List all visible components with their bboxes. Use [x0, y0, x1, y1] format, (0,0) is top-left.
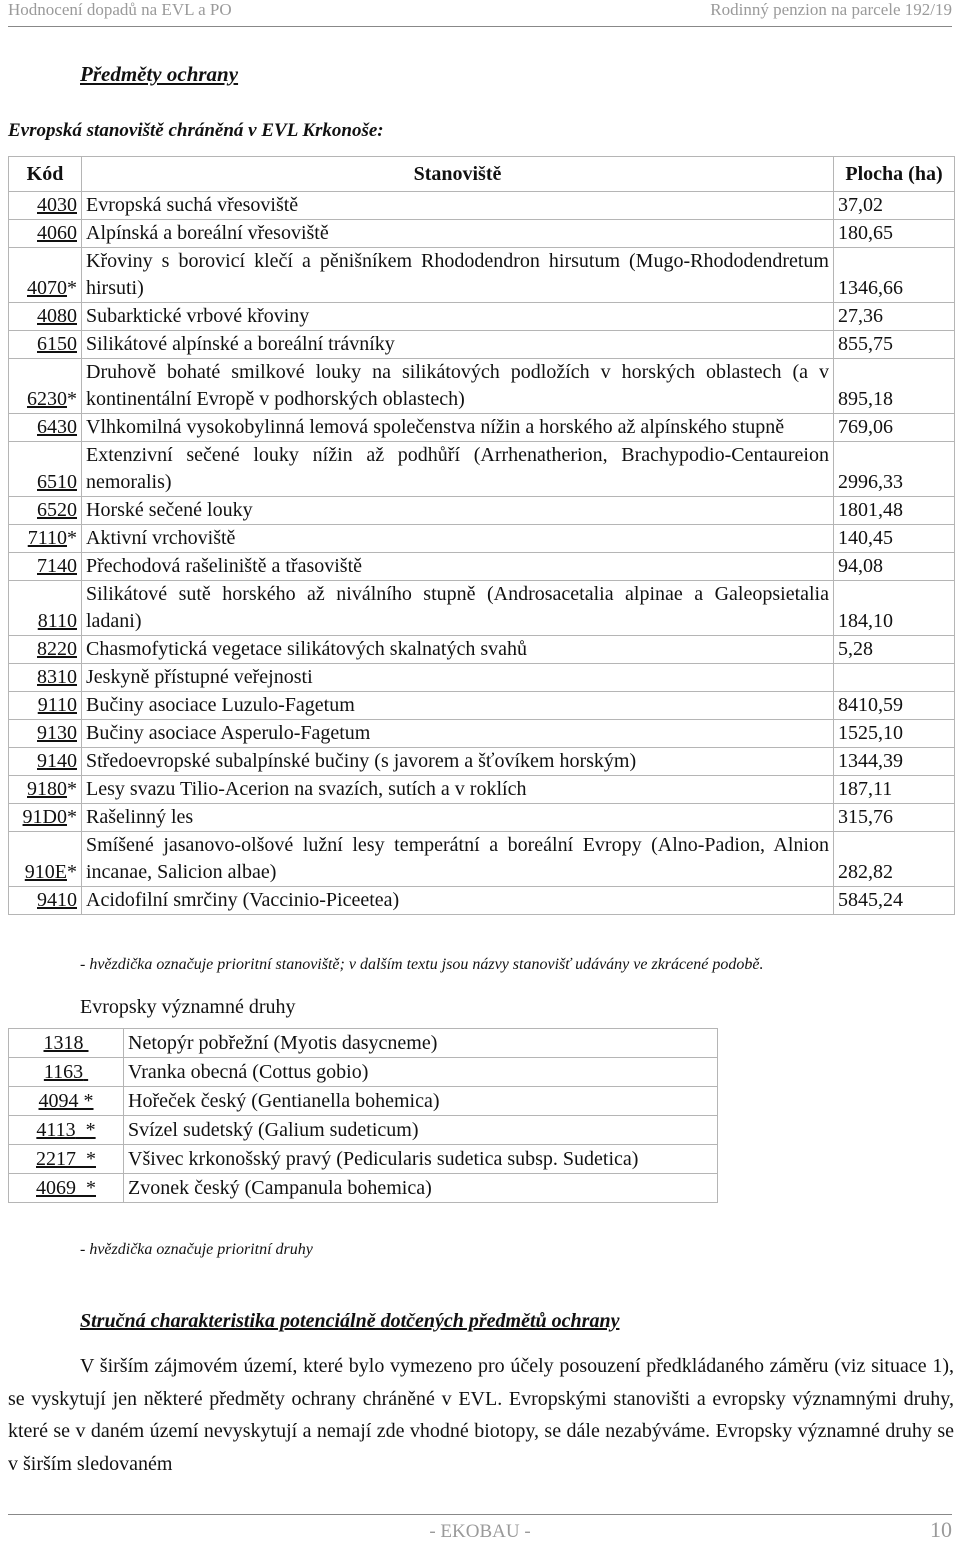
priority-marker: * [76, 1148, 96, 1170]
habitat-area: 187,11 [834, 776, 955, 804]
habitat-area: 315,76 [834, 804, 955, 832]
habitat-code-cell [9, 748, 82, 776]
species-title: Evropsky významné druhy [80, 996, 296, 1018]
page-footer [8, 1514, 952, 1543]
habitat-name: Subarktické vrbové křoviny [82, 303, 834, 331]
habitat-area: 180,65 [834, 220, 955, 248]
habitat-code-cell [9, 220, 82, 248]
habitat-area: 37,02 [834, 192, 955, 220]
table-row [9, 804, 955, 832]
table-row [9, 553, 955, 581]
habitat-code-cell [9, 525, 82, 553]
column-header-habitat: Stanoviště [82, 157, 834, 192]
table-row [9, 636, 955, 664]
habitat-code: 4080 [37, 305, 77, 327]
priority-marker: * [75, 1119, 96, 1141]
species-code-number: 4069 [36, 1177, 76, 1199]
habitat-code-cell [9, 832, 82, 887]
habitat-code: 4030 [37, 194, 77, 216]
habitat-code: 8110 [37, 610, 77, 632]
habitat-area: 2996,33 [834, 442, 955, 497]
priority-marker: * [67, 388, 77, 410]
habitat-code-cell [9, 804, 82, 832]
habitat-name: Acidofilní smrčiny (Vaccinio-Piceetea) [82, 887, 834, 915]
table-row [9, 692, 955, 720]
table-row [9, 1058, 718, 1087]
body-paragraph: V širším zájmovém území, které bylo vymezeno pro účely posouzení předkládaného záměru (viz situace 1), se vyskytují jen některé předměty ochrany chráněné v EVL. Evropskými stanovišti a evropsky významnými druhy, které se v daném území nevyskytují a nemají zde vhodné biotopy, se dále nezabýváme. Evropsky významné druhy se v širším sledovaném [8, 1355, 954, 1475]
habitat-area: 8410,59 [834, 692, 955, 720]
habitat-name: Silikátové sutě horského až niválního stupně (Androsacetalia alpinae a Galeopsietalia ladani) [82, 581, 834, 636]
column-header-area: Plocha (ha) [834, 157, 955, 192]
habitat-code-cell [9, 331, 82, 359]
species-footnote: - hvězdička označuje prioritní druhy [80, 1241, 313, 1258]
habitat-code-cell [9, 442, 82, 497]
species-code [36, 1148, 96, 1170]
habitat-area: 1346,66 [834, 248, 955, 303]
species-code-number: 1163 [43, 1061, 84, 1083]
habitat-name: Silikátové alpínské a boreální trávníky [82, 331, 834, 359]
habitat-code-cell [9, 248, 82, 303]
table-row [9, 303, 955, 331]
habitat-code: 6510 [37, 471, 77, 493]
table-row [9, 748, 955, 776]
habitat-code: 8220 [37, 638, 77, 660]
habitat-area: 5845,24 [834, 887, 955, 915]
species-table [8, 1028, 718, 1203]
table-row [9, 664, 955, 692]
habitat-code: 4070 [27, 277, 67, 299]
species-code [44, 1032, 89, 1054]
table-row [9, 832, 955, 887]
species-code [36, 1119, 95, 1141]
habitat-code-cell [9, 887, 82, 915]
habitat-code: 6430 [37, 416, 77, 438]
habitat-area: 769,06 [834, 414, 955, 442]
table-row [9, 776, 955, 804]
habitat-code-cell [9, 497, 82, 525]
species-code-cell [9, 1174, 124, 1203]
table-row [9, 331, 955, 359]
habitats-subtitle: Evropská stanoviště chráněná v EVL Krkonoše: [8, 120, 384, 141]
habitat-code: 9140 [37, 750, 77, 772]
header-document-title: Hodnocení dopadů na EVL a PO [8, 0, 232, 19]
habitat-code-cell [9, 553, 82, 581]
habitat-name: Alpínská a boreální vřesoviště [82, 220, 834, 248]
characteristics-title: Stručná charakteristika potenciálně dotčených předmětů ochrany [80, 1310, 620, 1332]
habitat-code-cell [9, 720, 82, 748]
habitat-code-cell [9, 664, 82, 692]
habitat-code-cell [9, 414, 82, 442]
habitat-code: 4060 [37, 222, 77, 244]
habitat-code: 9110 [37, 694, 77, 716]
species-code-cell [9, 1058, 124, 1087]
table-row [9, 248, 955, 303]
habitat-code: 7110 [27, 527, 67, 549]
table-row [9, 442, 955, 497]
habitat-code-cell [9, 303, 82, 331]
priority-marker [83, 1061, 88, 1083]
species-code-cell [9, 1116, 124, 1145]
table-row [9, 1116, 718, 1145]
habitat-area: 140,45 [834, 525, 955, 553]
priority-marker: * [67, 778, 77, 800]
table-row [9, 359, 955, 414]
habitat-code: 9410 [37, 889, 77, 911]
table-row [9, 525, 955, 553]
habitat-code: 6150 [37, 333, 77, 355]
species-name: Všivec krkonošský pravý (Pedicularis sudetica subsp. Sudetica) [124, 1145, 718, 1174]
table-row [9, 887, 955, 915]
habitat-name: Bučiny asociace Luzulo-Fagetum [82, 692, 834, 720]
table-row [9, 720, 955, 748]
priority-marker: * [67, 527, 77, 549]
habitat-name: Evropská suchá vřesoviště [82, 192, 834, 220]
habitat-area: 895,18 [834, 359, 955, 414]
species-code [39, 1090, 94, 1112]
habitat-area [834, 664, 955, 692]
priority-marker: * [78, 1090, 94, 1112]
habitat-name: Smíšené jasanovo-olšové lužní lesy temperátní a boreální Evropy (Alno-Padion, Alnion incanae, Salicion albae) [82, 832, 834, 887]
species-name: Zvonek český (Campanula bohemica) [124, 1174, 718, 1203]
habitat-code-cell [9, 192, 82, 220]
species-name: Hořeček český (Gentianella bohemica) [124, 1087, 718, 1116]
habitat-name: Druhově bohaté smilkové louky na silikátových podložích v horských oblastech (a v kontinentální Evropě v podhorských oblastech) [82, 359, 834, 414]
habitat-name: Přechodová rašeliniště a třasoviště [82, 553, 834, 581]
habitat-area: 1344,39 [834, 748, 955, 776]
table-row [9, 1029, 718, 1058]
table-row [9, 192, 955, 220]
header-project-title: Rodinný penzion na parcele 192/19 [710, 0, 952, 19]
species-code-cell [9, 1029, 124, 1058]
habitat-code: 6520 [37, 499, 77, 521]
priority-marker [84, 1032, 89, 1054]
priority-marker: * [76, 1177, 96, 1199]
habitat-name: Křoviny s borovicí klečí a pěnišníkem Rhododendron hirsutum (Mugo-Rhododendretum hirsuti) [82, 248, 834, 303]
habitat-area: 27,36 [834, 303, 955, 331]
species-code [36, 1177, 96, 1199]
habitat-name: Vlhkomilná vysokobylinná lemová společenstva nížin a horského až alpínského stupně [82, 414, 834, 442]
habitat-code-cell [9, 776, 82, 804]
habitat-name: Extenzivní sečené louky nížin až podhůří (Arrhenatherion, Brachypodio-Centaureion nemoralis) [82, 442, 834, 497]
habitat-code: 910E [24, 861, 67, 883]
table-row [9, 1174, 718, 1203]
species-code [44, 1061, 88, 1083]
species-code-number: 4113 [36, 1119, 76, 1141]
habitat-table-header-row [9, 157, 955, 192]
habitat-code-cell [9, 581, 82, 636]
habitat-code: 9180 [27, 778, 67, 800]
habitat-area: 1801,48 [834, 497, 955, 525]
species-table-body [9, 1029, 718, 1203]
table-row [9, 414, 955, 442]
habitat-name: Jeskyně přístupné veřejnosti [82, 664, 834, 692]
habitat-area: 5,28 [834, 636, 955, 664]
species-name: Svízel sudetský (Galium sudeticum) [124, 1116, 718, 1145]
species-code-number: 1318 [43, 1032, 84, 1054]
habitat-table-body [9, 192, 955, 915]
priority-marker: * [67, 277, 77, 299]
table-row [9, 497, 955, 525]
habitat-area: 184,10 [834, 581, 955, 636]
table-row [9, 220, 955, 248]
table-row [9, 1087, 718, 1116]
species-code-number: 2217 [36, 1148, 76, 1170]
species-code-cell [9, 1145, 124, 1174]
page-header [8, 0, 952, 27]
habitat-area: 1525,10 [834, 720, 955, 748]
section-title: Předměty ochrany [80, 62, 239, 86]
habitat-table [8, 156, 955, 915]
priority-marker: * [67, 806, 77, 828]
habitat-name: Středoevropské subalpínské bučiny (s javorem a šťovíkem horským) [82, 748, 834, 776]
habitat-name: Chasmofytická vegetace silikátových skalnatých svahů [82, 636, 834, 664]
habitat-code: 7140 [37, 555, 77, 577]
habitat-code: 6230 [27, 388, 67, 410]
habitat-area: 282,82 [834, 832, 955, 887]
habitat-name: Aktivní vrchoviště [82, 525, 834, 553]
habitat-code: 8310 [37, 666, 77, 688]
habitat-code-cell [9, 359, 82, 414]
habitat-area: 855,75 [834, 331, 955, 359]
table-row [9, 581, 955, 636]
habitat-code-cell [9, 636, 82, 664]
habitat-code-cell [9, 692, 82, 720]
habitat-footnote: - hvězdička označuje prioritní stanoviště; v dalším textu jsou názvy stanovišť udávány ve zkrácené podobě. [80, 956, 764, 973]
habitat-area: 94,08 [834, 553, 955, 581]
habitat-code: 91D0 [22, 806, 67, 828]
species-name: Netopýr pobřežní (Myotis dasycneme) [124, 1029, 718, 1058]
table-row [9, 1145, 718, 1174]
species-name: Vranka obecná (Cottus gobio) [124, 1058, 718, 1087]
priority-marker: * [67, 861, 77, 883]
page-number: 10 [930, 1517, 952, 1542]
habitat-name: Lesy svazu Tilio-Acerion na svazích, sutích a v roklích [82, 776, 834, 804]
species-code-number: 4094 [38, 1090, 79, 1112]
species-code-cell [9, 1087, 124, 1116]
habitat-code: 9130 [37, 722, 77, 744]
column-header-code: Kód [9, 157, 82, 192]
habitat-name: Bučiny asociace Asperulo-Fagetum [82, 720, 834, 748]
footer-company: - EKOBAU - [429, 1521, 531, 1542]
habitat-name: Horské sečené louky [82, 497, 834, 525]
habitat-name: Rašelinný les [82, 804, 834, 832]
